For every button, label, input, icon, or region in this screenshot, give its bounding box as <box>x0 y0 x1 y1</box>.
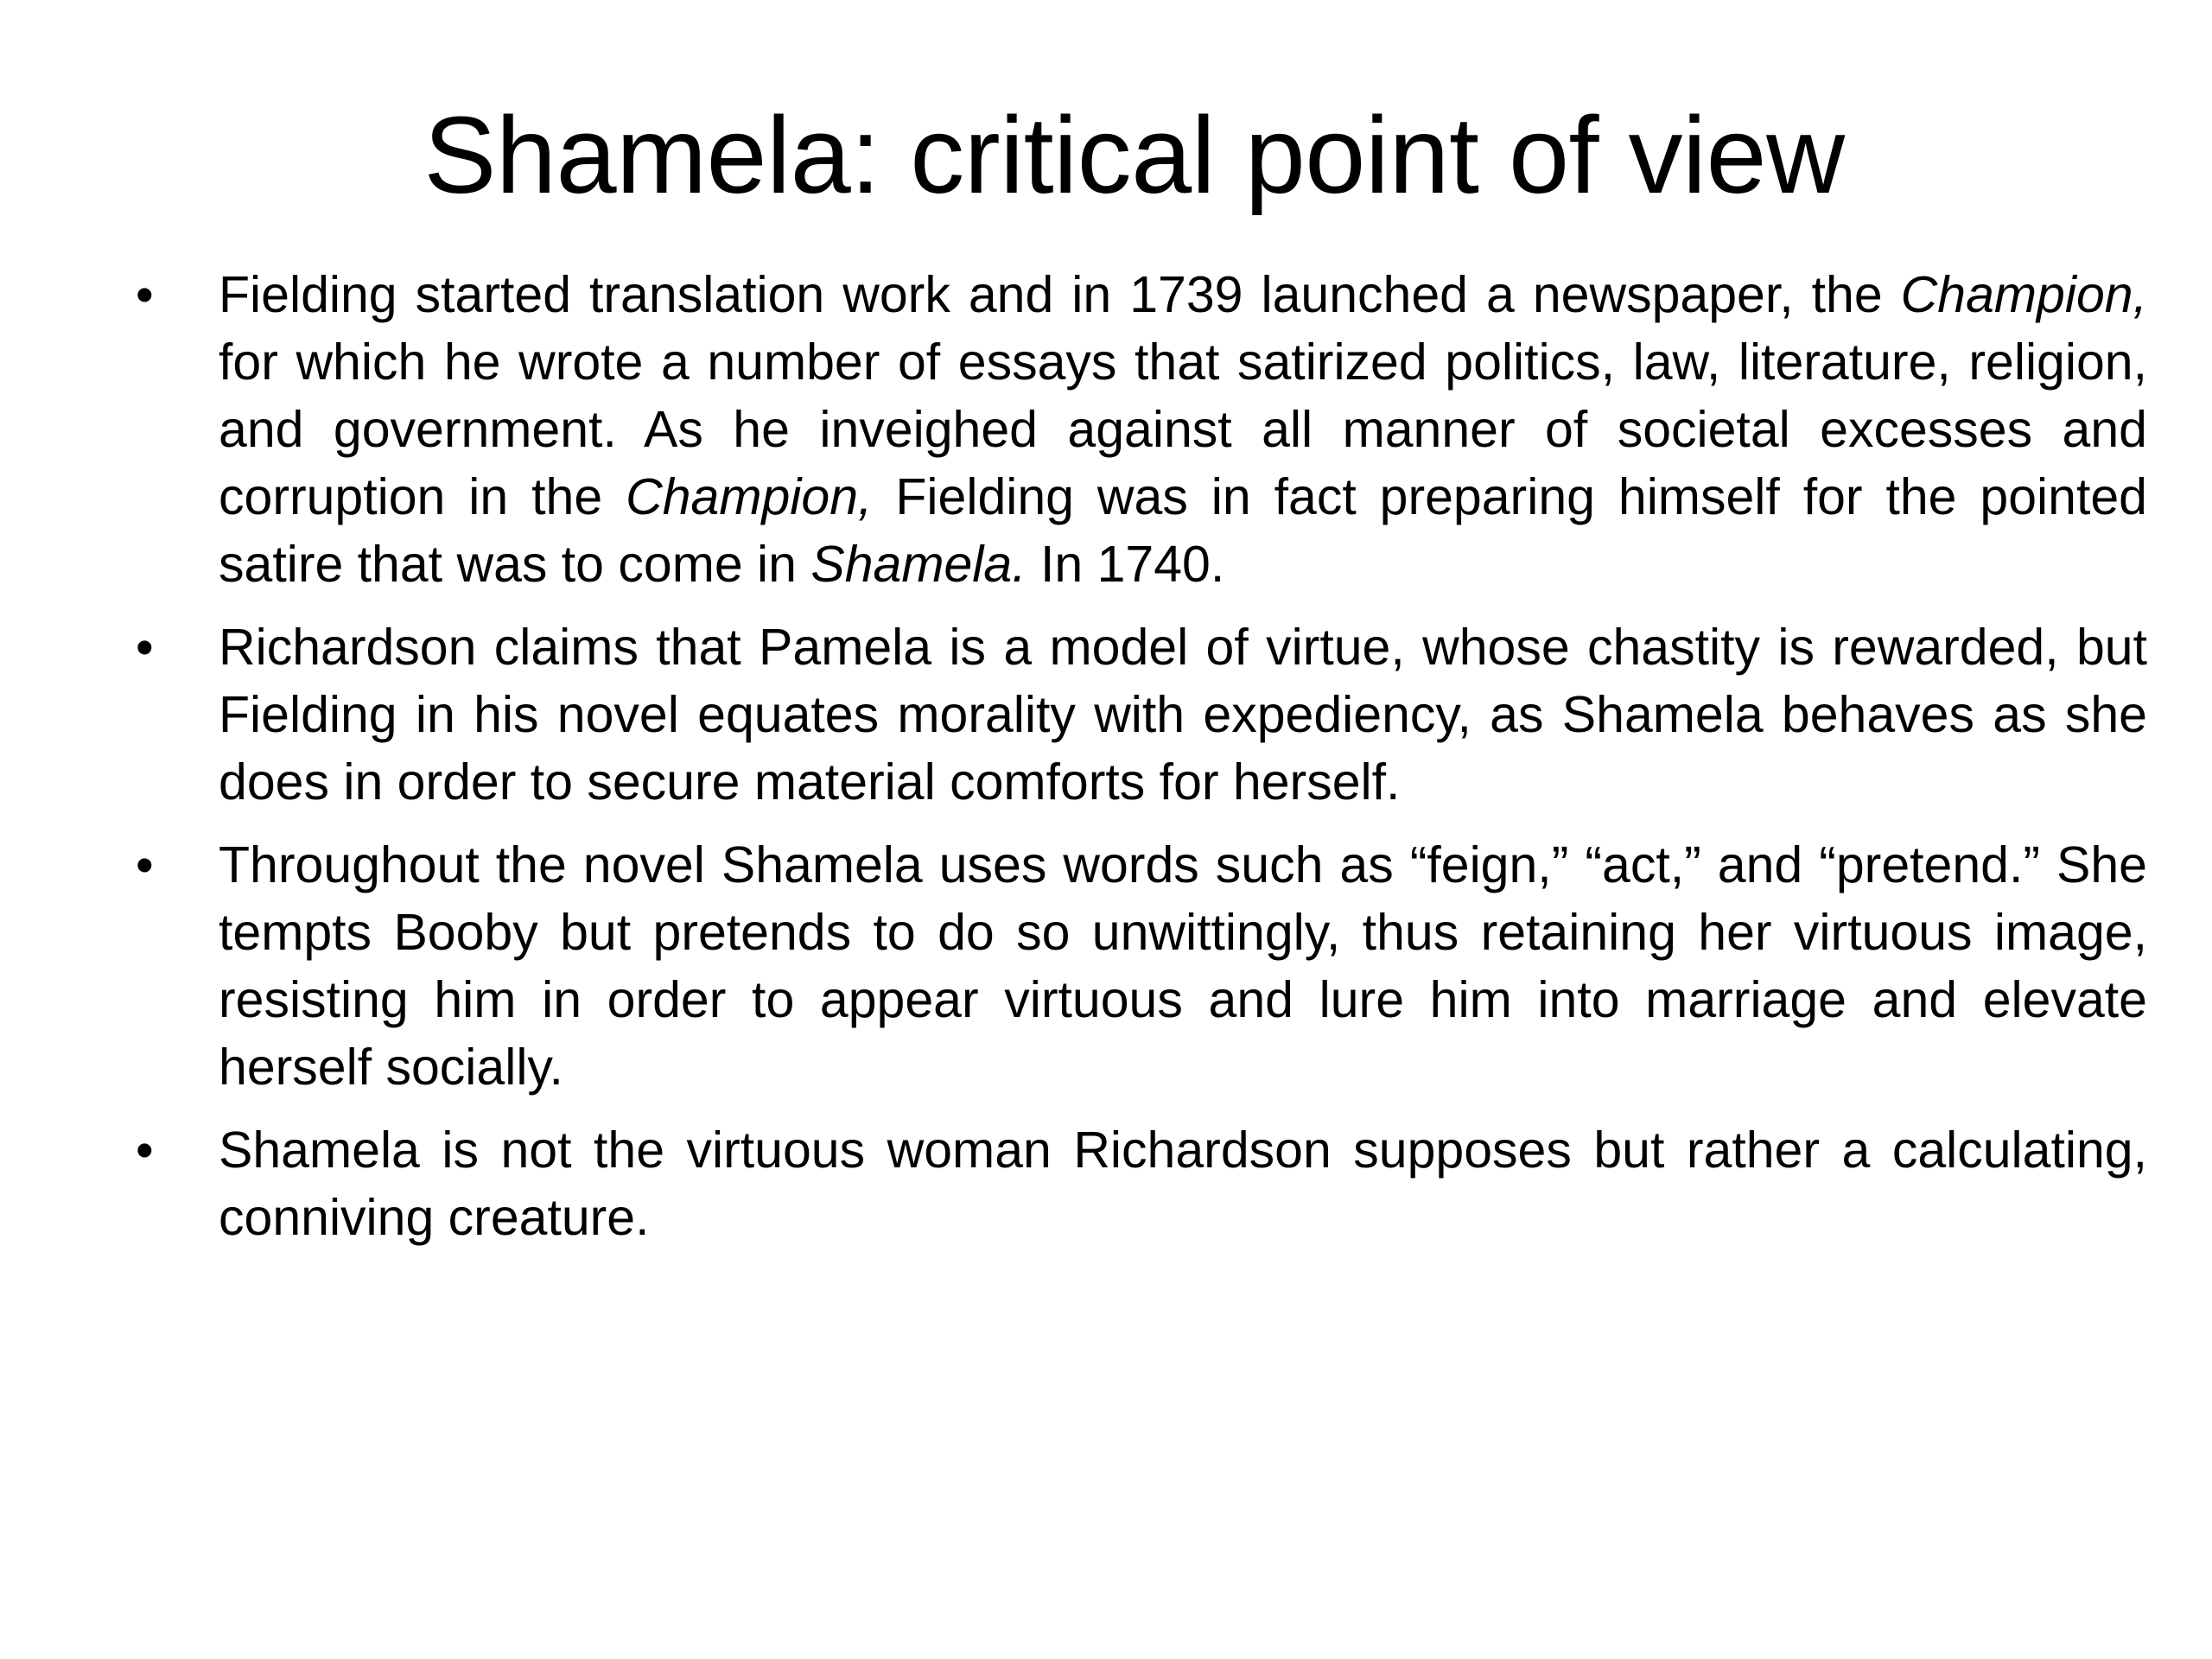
bullet-marker: • <box>136 266 154 323</box>
bullet-text: Throughout the novel Shamela uses words such as “feign,” “act,” and “pretend.” She tempts Booby but pretends to do so unwittingly, thus retaining her virtuous image, resisting him in order to appear virtuous and lure him into marriage and elevate herself socially. <box>219 836 2147 1096</box>
bullet-text-segment: Fielding was in fact preparing himself for the pointed satire that was to come in <box>219 468 2147 593</box>
bullet-text-segment: for which he wrote a number of essays that satirized politics, law, literature, religion, and government. As he inveighed against all manner of societal excesses and corruption in the <box>219 334 2147 525</box>
bullet-marker: • <box>136 836 154 893</box>
italic-title-champion: Champion, <box>626 468 873 525</box>
bullet-text-segment: Fielding started translation work and in 1739 launched a newspaper, the <box>219 266 1901 323</box>
italic-title-shamela: Shamela. <box>810 536 1027 593</box>
bullet-marker: • <box>136 619 154 676</box>
slide-title: Shamela: critical point of view <box>423 94 1845 216</box>
italic-title-champion: Champion, <box>1900 266 2147 323</box>
bullet-item-richardson-pamela <box>136 613 2147 816</box>
bullet-text: Richardson claims that Pamela is a model of virtue, whose chastity is rewarded, but Fielding in his novel equates morality with expediency, as Shamela behaves as she does in order to secure material comforts for herself. <box>219 619 2147 810</box>
bullet-text-segment: In 1740. <box>1026 536 1225 593</box>
bullet-item-fielding-champion <box>136 261 2147 598</box>
bullet-list <box>136 261 2147 1267</box>
bullet-text: Shamela is not the virtuous woman Richardson supposes but rather a calculating, conniving creature. <box>219 1122 2147 1246</box>
bullet-marker: • <box>136 1122 154 1179</box>
bullet-item-shamela-conniving <box>136 1116 2147 1251</box>
bullet-item-shamela-words <box>136 831 2147 1101</box>
